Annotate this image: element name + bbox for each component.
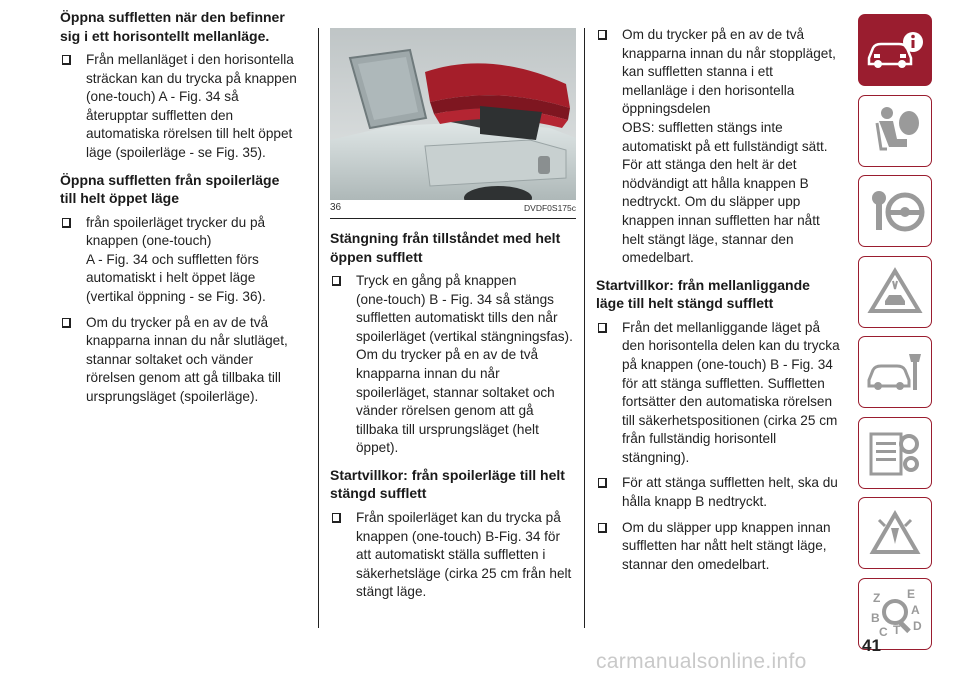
checkbox-bullet-icon [598, 323, 607, 333]
section-heading-open-from-spoiler: Öppna suffletten från spoilerläge till helt öppet läge [60, 171, 280, 207]
chapter-tabs [858, 14, 934, 658]
index-letter: B [871, 610, 880, 625]
checkbox-bullet-icon [332, 276, 341, 286]
column-middle [330, 8, 576, 610]
index-letters-icon [865, 586, 925, 642]
checkbox-bullet-icon [62, 55, 71, 65]
tab-technical-data[interactable] [858, 417, 932, 489]
index-letter: T [893, 622, 901, 637]
car-wrench-icon [865, 350, 925, 394]
figure-convertible-roof [330, 28, 576, 200]
tab-safety[interactable] [858, 95, 932, 167]
car-info-icon [865, 30, 925, 70]
checkbox-bullet-icon [332, 513, 341, 523]
section-heading-close-from-open: Stängning från tillståndet med helt öppen sufflett [330, 230, 561, 265]
figure-code: DVDF0S175c [524, 203, 576, 213]
column-divider [584, 28, 585, 628]
list-item: Om du släpper upp knappen innan suffletten har nått helt stängt läge, stannar den omedelbart. [596, 519, 842, 575]
list-item: För att stänga suffletten helt, ska du hålla knapp B nedtryckt. [596, 474, 842, 511]
checkbox-bullet-icon [598, 30, 607, 40]
list-item: Om du trycker på en av de två knapparna innan du når slutläget, stannar soltaket och vänder rörelsen genom att gå tillbaka till ursprungsläget (spoilerläge). [60, 314, 308, 407]
key-steering-wheel-icon [865, 186, 925, 236]
section-heading-spoiler-to-closed: Startvillkor: från spoilerläge till helt stängd sufflett [330, 466, 565, 502]
checkbox-bullet-icon [62, 318, 71, 328]
index-letter: Z [873, 590, 881, 605]
list-item: Om du trycker på en av de två knapparna innan du når stoppläget, kan suffletten stanna i ett mellanläge i den horisontella öppningsdelen OBS: suffletten stängs inte automatiskt på ett fullständigt sätt. För att stänga den helt är det nödvändigt att hålla knappen B nedtryckt. Om du släpper upp knappen innan suffletten har nått helt stängt läge, stannar den omedelbart. [596, 26, 842, 268]
list-item: Från det mellanliggande läget på den horisontella delen kan du trycka på knappen (one-touch) B - Fig. 34 för att stänga suffletten. Suffletten fortsätter den automatiska rörelsen till säkerhetspositionen (cirka 25 cm från fullständig horisontell stängning). [596, 319, 842, 468]
checkbox-bullet-icon [598, 478, 607, 488]
list-item: från spoilerläget trycker du på knappen (one-touch) A - Fig. 34 och suffletten förs automatiskt i helt öppet läge (vertikal öppning - se Fig. 36). [60, 214, 308, 307]
bullet-list-1 [60, 51, 308, 163]
bullet-list-4 [330, 509, 576, 602]
index-letter: A [911, 602, 920, 617]
figure-number: 36 [330, 202, 342, 213]
bullet-list-6 [596, 319, 842, 575]
tab-maintenance[interactable] [858, 336, 932, 408]
warning-triangle-icon [867, 267, 923, 317]
index-letter: E [907, 586, 916, 601]
checkbox-bullet-icon [62, 218, 71, 228]
bullet-list-2 [60, 214, 308, 407]
emergency-triangle-icon [867, 508, 923, 558]
tab-emergency[interactable] [858, 497, 932, 569]
spec-sheet-gear-icon [865, 428, 925, 478]
checkbox-bullet-icon [598, 523, 607, 533]
index-letter: D [913, 618, 922, 633]
page-number: 41 [862, 636, 881, 655]
list-item: Från spoilerläget kan du trycka på knappen (one-touch) B-Fig. 34 för att automatiskt ställa suffletten i säkerhetsläge (cirka 25 cm från helt stängt läge. [330, 509, 576, 602]
tab-starting-driving[interactable] [858, 175, 932, 247]
column-divider [318, 28, 319, 628]
seat-airbag-icon [867, 105, 923, 157]
column-right [596, 26, 842, 582]
figure-caption [330, 200, 576, 219]
section-heading-open-intermediate: Öppna suffletten när den befinner sig i ett horisontellt mellanläge. [60, 9, 285, 44]
car-roof-illustration [330, 28, 576, 200]
watermark: carmanualsonline.info [596, 650, 807, 673]
bullet-list-3 [330, 272, 576, 458]
bullet-list-5 [596, 26, 842, 268]
index-letter: C [879, 624, 888, 639]
tab-car-info[interactable] [858, 14, 932, 86]
list-item: Från mellanläget i den horisontella sträckan kan du trycka på knappen (one-touch) A - Fig. 34 så återupptar suffletten den automatiska rörelsen till helt öppet läge (spoilerläge - se Fig. 35). [60, 51, 308, 163]
section-heading-intermediate-to-closed: Startvillkor: från mellanliggande läge till helt stängd sufflett [596, 276, 810, 312]
tab-warning-lights[interactable] [858, 256, 932, 328]
column-left [60, 8, 308, 415]
list-item: Tryck en gång på knappen (one-touch) B - Fig. 34 så stängs suffletten automatiskt tills den når spoilerläget (vertikal stängningsfas). Om du trycker på en av de två knapparna innan du når spoilerläget, stannar soltaket och vänder rörelsen genom att gå tillbaka till ursprungsläget (helt öppet). [330, 272, 576, 458]
